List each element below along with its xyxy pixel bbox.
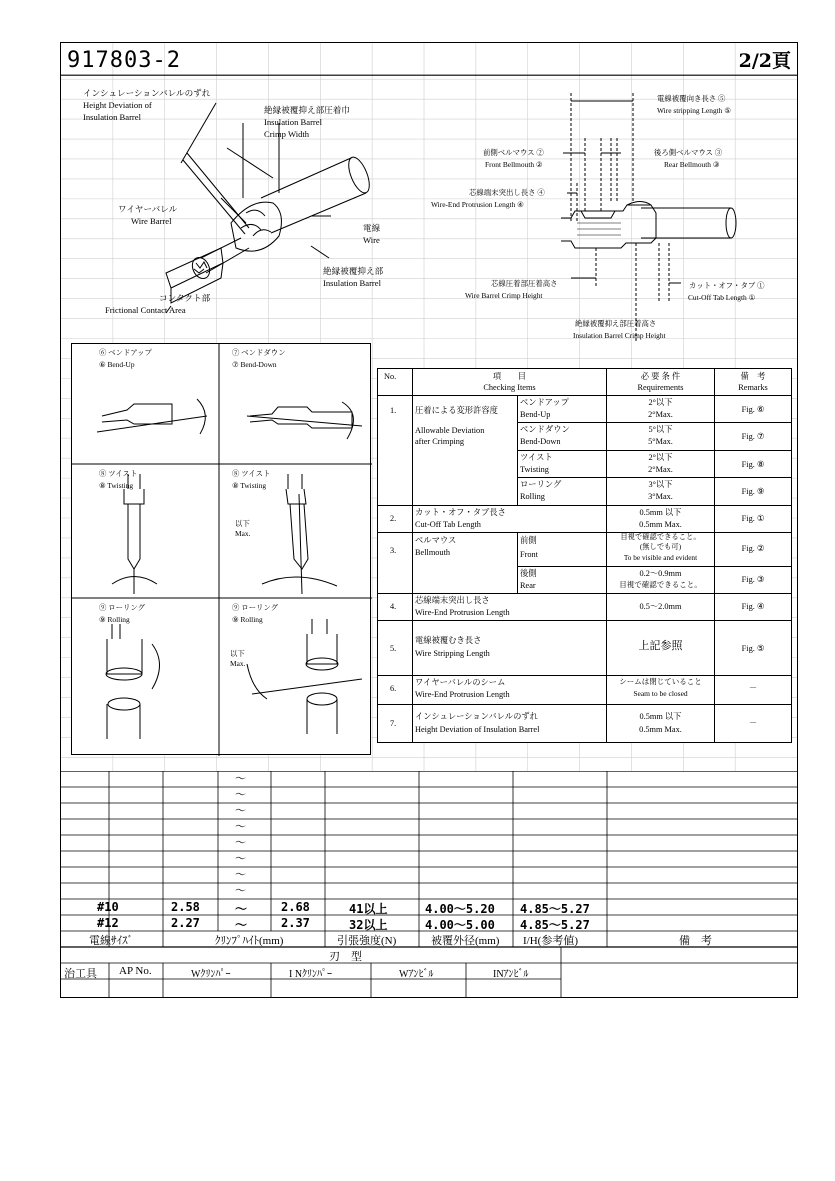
r1-no: 1. <box>390 406 397 415</box>
col-od: 被覆外径(mm) <box>431 935 500 947</box>
r3-no: 3. <box>390 546 397 555</box>
row12-ih: 4.85～5.27 <box>520 918 590 932</box>
r3b-remark: Fig. ③ <box>741 575 765 584</box>
label-protrusion-jp: 芯線端末突出し長さ ④ <box>469 188 545 197</box>
r3a-remark: Fig. ② <box>741 544 765 553</box>
label-crimp-width-en1: Insulation Barrel <box>264 117 322 127</box>
r1a-remark: Fig. ⑥ <box>741 405 765 414</box>
col-tensile: 引張強度(N) <box>337 935 397 947</box>
row12-od: 4.00～5.00 <box>425 918 495 932</box>
r3b-req-1: 0.2～0.9mm <box>639 569 682 578</box>
fig9-title-en: ⑨ Rolling <box>99 615 130 624</box>
col-wire-size: 電線ｻｲｽﾞ <box>89 935 133 947</box>
r7-item-jp: インシュレーションバレルのずれ <box>415 712 538 721</box>
fig7-title-jp: ⑦ ベンドダウン <box>232 348 286 357</box>
page-number: 2/2頁 <box>738 50 791 72</box>
tool-blade: 刃 型 <box>329 951 362 963</box>
th-no: No. <box>384 372 397 381</box>
r2-item-en: Cut-Off Tab Length <box>415 520 481 529</box>
label-wire-jp: 電線 <box>363 223 381 233</box>
r3a-sub-en: Front <box>520 550 538 559</box>
r1b-sub-jp: ベンドダウン <box>520 425 570 434</box>
label-ib-height-en: Insulation Barrel Crimp Height <box>573 331 666 340</box>
r1d-req-jp: 3°以下 <box>648 480 673 489</box>
spec-table-grid <box>61 771 798 998</box>
r6-item-jp: ワイヤーバレルのシーム <box>415 678 506 687</box>
r5-req: 上記参照 <box>638 640 683 652</box>
r1b-req-en: 5°Max. <box>648 437 673 446</box>
r3b-sub-jp: 後側 <box>520 569 537 578</box>
roll-below-label: 以下 <box>230 649 245 658</box>
fig8-title-en: ⑧ Twisting <box>99 481 134 490</box>
r1c-req-en: 2°Max. <box>648 465 673 474</box>
r1-item-jp: 圧着による変形許容度 <box>415 406 498 415</box>
row10-tilde: ～ <box>235 902 248 916</box>
r1a-sub-jp: ベンドアップ <box>520 398 569 407</box>
label-rear-bellmouth-en: Rear Bellmouth ③ <box>664 160 720 169</box>
r6-no: 6. <box>390 684 397 693</box>
r1c-sub-en: Twisting <box>520 465 549 474</box>
row10-ch-max: 2.68 <box>281 900 310 914</box>
label-cutoff-en: Cut-Off Tab Length ① <box>688 293 756 302</box>
label-front-bellmouth-jp: 前側ベルマウス ② <box>483 148 544 157</box>
fig6-title-en: ⑥ Bend-Up <box>99 360 135 369</box>
label-wb-height-jp: 芯線圧着部圧着高さ <box>491 279 558 288</box>
label-contact-jp: コンタクト部 <box>159 293 211 303</box>
r5-no: 5. <box>390 644 397 653</box>
r1d-sub-en: Rolling <box>520 492 545 501</box>
label-wire-barrel-en: Wire Barrel <box>131 216 172 226</box>
row12-tilde: ～ <box>235 918 248 932</box>
label-front-bellmouth-en: Front Bellmouth ② <box>485 160 543 169</box>
label-protrusion-en: Wire-End Protrusion Length ④ <box>431 200 524 209</box>
row12-ch-max: 2.37 <box>281 916 310 930</box>
col-crimp-height: ｸﾘﾝﾌﾟﾊｲﾄ(mm) <box>215 935 284 947</box>
spec-tilde-4: ～ <box>235 820 246 833</box>
spec-tilde-2: ～ <box>235 788 246 801</box>
r4-item-en: Wire-End Protrusion Length <box>415 608 510 617</box>
fig8b-title-en: ⑧ Twisting <box>232 481 267 490</box>
fig9b-title-jp: ⑨ ローリング <box>232 603 279 612</box>
r4-item-jp: 芯線端末突出し長さ <box>415 596 490 605</box>
r7-req-2: 0.5mm Max. <box>639 725 682 734</box>
r3-item-jp: ベルマウス <box>415 536 457 545</box>
r1-item-en1: Allowable Deviation <box>415 426 485 435</box>
fig9b-title-en: ⑨ Rolling <box>232 615 263 624</box>
r7-item-en: Height Deviation of Insulation Barrel <box>415 725 540 734</box>
r3-item-en: Bellmouth <box>415 548 451 557</box>
fig9-title-jp: ⑨ ローリング <box>99 603 146 612</box>
label-cutoff-jp: カット・オフ・タブ ① <box>689 281 765 290</box>
r1d-sub-jp: ローリング <box>520 480 562 489</box>
r2-req-jp: 0.5mm 以下 <box>639 508 682 517</box>
r6-req-1: シームは閉じていること <box>619 677 702 686</box>
r1a-sub-en: Bend-Up <box>520 410 551 419</box>
row12-tensile: 32以上 <box>349 918 388 932</box>
twist-max-label: Max. <box>235 529 251 538</box>
r1b-remark: Fig. ⑦ <box>741 432 765 441</box>
r3b-sub-en: Rear <box>520 581 536 590</box>
r3a-req-3: To be visible and evident <box>623 553 698 562</box>
label-strip-length-en: Wire stripping Length ⑤ <box>657 106 731 115</box>
fig6-title-jp: ⑥ ベンドアップ <box>99 348 152 357</box>
tool-in-crimper: I Nｸﾘﾝﾊﾟｰ <box>289 969 333 980</box>
r6-req-2: Seam to be closed <box>633 689 688 698</box>
r2-no: 2. <box>390 514 397 523</box>
r3a-sub-jp: 前側 <box>520 536 537 545</box>
r3b-req-2: 目視で確認できること。 <box>619 580 702 589</box>
drawing-sheet <box>60 42 798 998</box>
figure-grid <box>72 344 372 756</box>
r4-remark: Fig. ④ <box>741 602 765 611</box>
r7-remark: － <box>748 719 758 728</box>
r5-item-en: Wire Stripping Length <box>415 649 490 658</box>
label-wire-en: Wire <box>363 235 380 245</box>
label-ib-height-jp: 絶縁被覆抑え部圧着高さ <box>575 319 657 328</box>
fig8b-title-jp: ⑧ ツイスト <box>232 469 271 478</box>
r2-item-jp: カット・オフ・タブ長さ <box>415 508 506 517</box>
th-rem-jp: 備 考 <box>740 372 766 381</box>
row10-size: #10 <box>97 900 119 914</box>
r1d-remark: Fig. ⑨ <box>741 487 765 496</box>
label-ins-deviation-en2: Insulation Barrel <box>83 112 141 122</box>
document-number: 917803-2 <box>67 48 181 73</box>
r3a-req-1: 目視で確認できること。 <box>620 532 701 541</box>
th-req-jp: 必 要 条 件 <box>640 372 681 381</box>
r6-remark: － <box>748 684 758 693</box>
fig8-title-jp: ⑧ ツイスト <box>99 469 138 478</box>
row10-od: 4.00～5.20 <box>425 902 495 916</box>
spec-tilde-3: ～ <box>235 804 246 817</box>
label-ins-barrel-jp: 絶縁被覆抑え部 <box>323 266 384 276</box>
row12-size: #12 <box>97 916 119 930</box>
terminal-side-drawing <box>501 93 741 343</box>
r4-no: 4. <box>390 602 397 611</box>
r1c-sub-jp: ツイスト <box>520 453 553 462</box>
tool-w-anvil: Wｱﾝﾋﾞﾙ <box>399 969 434 980</box>
row10-ih: 4.85～5.27 <box>520 902 590 916</box>
r1d-req-en: 3°Max. <box>648 492 673 501</box>
r5-remark: Fig. ⑤ <box>741 644 765 653</box>
r1c-remark: Fig. ⑧ <box>741 460 765 469</box>
r1c-req-jp: 2°以下 <box>648 453 673 462</box>
label-ins-deviation-jp: インシュレーションバレルのずれ <box>83 88 211 98</box>
r1a-req-jp: 2°以下 <box>648 398 673 407</box>
row12-ch-min: 2.27 <box>171 916 200 930</box>
label-crimp-width-en2: Crimp Width <box>264 129 310 139</box>
label-crimp-width-jp: 絶縁被覆抑え部圧着巾 <box>264 105 350 115</box>
th-req-en: Requirements <box>637 383 684 392</box>
label-wb-height-en: Wire Barrel Crimp Height <box>465 291 543 300</box>
checking-items-table <box>377 368 792 743</box>
spec-tilde-5: ～ <box>235 836 246 849</box>
r7-req-1: 0.5mm 以下 <box>639 712 682 721</box>
label-ins-deviation-en1: Height Deviation of <box>83 100 152 110</box>
label-strip-length-jp: 電線被覆向き長さ ⑤ <box>657 94 726 103</box>
col-remarks: 備 考 <box>679 935 712 947</box>
r2-remark: Fig. ① <box>741 514 765 523</box>
roll-max-label: Max. <box>230 659 246 668</box>
label-contact-en: Frictional Contact Area <box>105 305 186 315</box>
r5-item-jp: 電線被覆むき長さ <box>415 636 482 645</box>
r1b-req-jp: 5°以下 <box>648 425 673 434</box>
spec-tilde-6: ～ <box>235 852 246 865</box>
th-rem-en: Remarks <box>738 383 768 392</box>
th-item-jp: 項 目 <box>492 372 527 381</box>
tool-w-crimper: Wｸﾘﾝﾊﾟｰ <box>191 969 231 980</box>
twist-below-label: 以下 <box>235 519 250 528</box>
r7-no: 7. <box>390 719 397 728</box>
r4-req: 0.5～2.0mm <box>639 602 682 611</box>
r1-item-en2: after Crimping <box>415 437 465 446</box>
label-wire-barrel-jp: ワイヤーバレル <box>118 204 178 214</box>
tool-ap-no: AP No. <box>119 965 152 977</box>
spec-tilde-8: ～ <box>235 884 246 897</box>
spec-tilde-1: ～ <box>235 772 246 785</box>
r6-item-en: Wire-End Protrusion Length <box>415 690 510 699</box>
row10-ch-min: 2.58 <box>171 900 200 914</box>
spec-tilde-7: ～ <box>235 868 246 881</box>
fig7-title-en: ⑦ Bend-Down <box>232 360 277 369</box>
label-ins-barrel-en: Insulation Barrel <box>323 278 381 288</box>
r1b-sub-en: Bend-Down <box>520 437 561 446</box>
tool-jig: 治工具 <box>64 968 97 980</box>
row10-tensile: 41以上 <box>349 902 388 916</box>
r2-req-en: 0.5mm Max. <box>639 520 682 529</box>
tool-in-anvil: INｱﾝﾋﾞﾙ <box>493 969 529 980</box>
deviation-figures-panel <box>71 343 371 755</box>
col-ih: I/H(参考値) <box>523 935 578 947</box>
label-rear-bellmouth-jp: 後ろ側ベルマウス ③ <box>654 148 723 157</box>
r3a-req-2: (無しでも可) <box>639 542 682 551</box>
th-item-en: Checking Items <box>483 383 536 392</box>
r1a-req-en: 2°Max. <box>648 410 673 419</box>
